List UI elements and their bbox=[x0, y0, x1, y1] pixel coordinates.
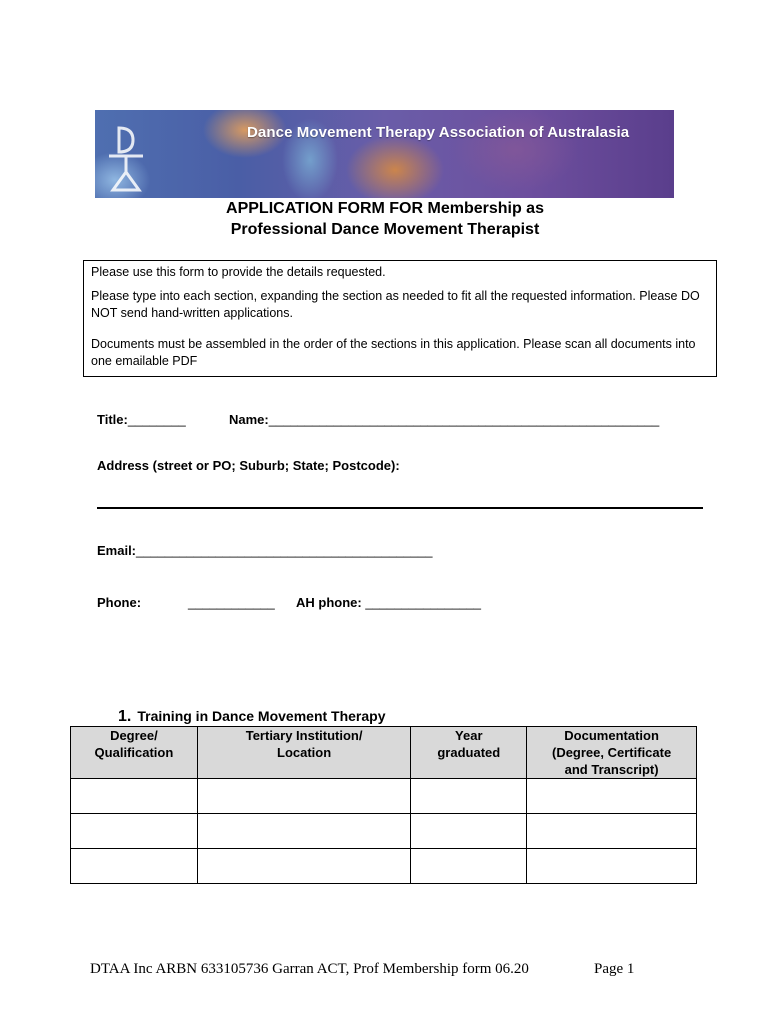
header-banner bbox=[95, 110, 674, 198]
form-title-line-2: Professional Dance Movement Therapist bbox=[230, 221, 540, 238]
column-header-year: Year graduated bbox=[411, 727, 527, 779]
name-blank[interactable]: ______________________________________________________ bbox=[268, 412, 660, 427]
table-row bbox=[71, 779, 697, 814]
column-header-institution: Tertiary Institution/ Location bbox=[197, 727, 411, 779]
organisation-name: Dance Movement Therapy Association of Australasia bbox=[247, 124, 630, 141]
ah-phone-field[interactable] bbox=[296, 595, 481, 610]
table-cell[interactable] bbox=[71, 849, 198, 884]
title-field[interactable] bbox=[97, 412, 186, 427]
table-row bbox=[71, 849, 697, 884]
dtaa-logo-icon bbox=[99, 116, 161, 194]
email-blank[interactable]: _________________________________________ bbox=[136, 543, 433, 558]
table-row bbox=[71, 814, 697, 849]
instruction-2: Please type into each section, expanding the section as needed to fit all the requested information. Please DO NOT send hand-written applications. bbox=[91, 289, 700, 320]
table-cell[interactable] bbox=[527, 779, 697, 814]
email-label: Email: bbox=[97, 543, 137, 558]
footer-text: DTAA Inc ARBN 633105736 Garran ACT, Prof Membership form 06.20 bbox=[90, 961, 529, 977]
instruction-1: Please use this form to provide the details requested. bbox=[91, 265, 386, 279]
column-header-documentation: Documentation (Degree, Certificate and Transcript) bbox=[527, 727, 697, 779]
ah-phone-label: AH phone: bbox=[296, 595, 362, 610]
table-cell[interactable] bbox=[527, 814, 697, 849]
address-line[interactable] bbox=[97, 507, 703, 509]
email-field[interactable] bbox=[97, 543, 432, 558]
training-table bbox=[70, 726, 697, 884]
page-number: Page 1 bbox=[594, 961, 635, 977]
table-cell[interactable] bbox=[411, 814, 527, 849]
training-table-header bbox=[71, 727, 697, 779]
table-cell[interactable] bbox=[197, 779, 411, 814]
title-label: Title: bbox=[97, 412, 128, 427]
name-label: Name: bbox=[229, 412, 269, 427]
instructions-box bbox=[83, 260, 717, 377]
section-1-number: 1. bbox=[118, 708, 132, 725]
table-cell[interactable] bbox=[527, 849, 697, 884]
table-cell[interactable] bbox=[411, 849, 527, 884]
section-1-title bbox=[118, 708, 386, 726]
name-field[interactable] bbox=[229, 412, 659, 427]
instruction-3: Documents must be assembled in the order of the sections in this application. Please scan all documents into one emailable PDF bbox=[91, 337, 696, 368]
title-blank[interactable]: ________ bbox=[127, 412, 186, 427]
table-cell[interactable] bbox=[411, 779, 527, 814]
ah-phone-blank[interactable]: ________________ bbox=[365, 595, 482, 610]
table-cell[interactable] bbox=[71, 779, 198, 814]
table-cell[interactable] bbox=[71, 814, 198, 849]
column-header-degree: Degree/ Qualification bbox=[71, 727, 198, 779]
section-1-label: Training in Dance Movement Therapy bbox=[137, 708, 386, 724]
table-cell[interactable] bbox=[197, 849, 411, 884]
form-title-line-1: APPLICATION FORM FOR Membership as bbox=[226, 200, 544, 217]
table-cell[interactable] bbox=[197, 814, 411, 849]
phone-label: Phone: bbox=[97, 595, 142, 610]
phone-blank[interactable]: ____________ bbox=[188, 595, 275, 610]
address-label: Address (street or PO; Suburb; State; Postcode): bbox=[97, 458, 400, 473]
